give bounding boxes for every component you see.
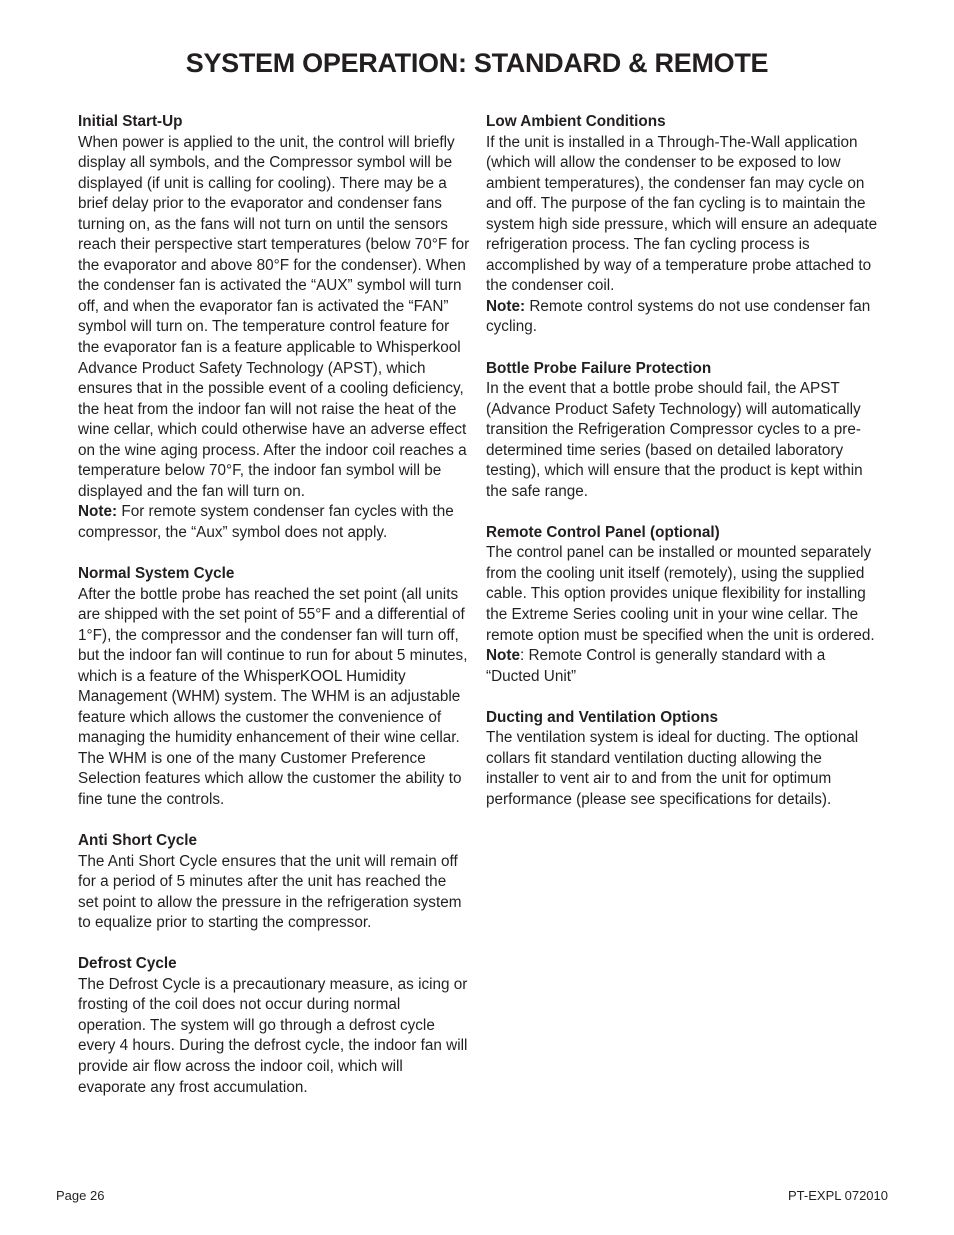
section-ducting-ventilation	[486, 708, 878, 811]
section-bottle-probe-failure	[486, 359, 878, 503]
section-heading: Normal System Cycle	[78, 564, 235, 582]
section-heading: Anti Short Cycle	[78, 832, 197, 850]
section-note	[486, 646, 878, 687]
note-text: Remote control systems do not use condenser fan cycling.	[486, 297, 871, 336]
page-number: Page 26	[56, 1188, 105, 1203]
note-text: For remote system condenser fan cycles with the compressor, the “Aux” symbol does not apply.	[78, 503, 454, 541]
section-heading: Defrost Cycle	[78, 955, 177, 973]
document-code: PT-EXPL 072010	[788, 1188, 888, 1203]
left-column	[78, 112, 470, 1119]
section-body: The Defrost Cycle is a precautionary measure, as icing or frosting of the coil does not occur during normal operation. The system will go through a defrost cycle every 4 hours. During the defrost cycle, the indoor fan will provide air flow across the indoor coil, which will evaporate any frost accumulation.	[78, 975, 468, 1096]
note-label: Note:	[486, 297, 526, 315]
section-body: If the unit is installed in a Through-The-Wall application (which will allow the condenser to be exposed to low ambient temperatures), the condenser fan may cycle on and off. The purpose of the fan cycling is to maintain the system high side pressure, which will ensure an adequate refrigeration process. The fan cycling process is accomplished by way of a temperature probe attached to the condenser coil.	[486, 133, 878, 295]
section-heading: Remote Control Panel (optional)	[486, 523, 720, 541]
section-normal-system-cycle	[78, 564, 470, 811]
section-body: In the event that a bottle probe should fail, the APST (Advance Product Safety Technology) will automatically transition the Refrigeration Compressor cycles to a pre-determined time series (based on detailed laboratory testing), which will ensure that the product is kept within the safe range.	[486, 380, 863, 500]
note-label: Note:	[78, 503, 118, 521]
section-body: The Anti Short Cycle ensures that the unit will remain off for a period of 5 minutes after the unit has reached the set point to allow the pressure in the refrigeration system to equalize prior to starting the compressor.	[78, 852, 462, 932]
section-note	[486, 297, 878, 338]
section-remote-control-panel	[486, 523, 878, 687]
note-text: : Remote Control is generally standard with a “Ducted Unit”	[486, 647, 826, 685]
right-column	[486, 112, 878, 831]
section-heading: Ducting and Ventilation Options	[486, 708, 719, 726]
page-title: SYSTEM OPERATION: STANDARD & REMOTE	[185, 48, 769, 78]
section-body: The ventilation system is ideal for ducting. The optional collars fit standard ventilation ducting allowing the installer to vent air to and from the unit for optimum performance (please see specifications for details).	[486, 729, 859, 808]
section-initial-startup	[78, 112, 470, 543]
note-label: Note	[486, 647, 520, 665]
section-anti-short-cycle	[78, 831, 470, 934]
section-body: When power is applied to the unit, the control will briefly display all symbols, and the Compressor symbol will be displayed (if unit is calling for cooling). There may be a brief delay prior to the evaporator and condenser fans turning on, as the fans will not turn on until the sensors reach their perspective start temperatures (below 70°F for the evaporator and above 80°F for the condenser). When the condenser fan is activated the “AUX” symbol will turn off, and when the evaporator fan is activated the “FAN” symbol will turn on. The temperature control feature for the evaporator fan is a feature applicable to Whisperkool Advance Product Safety Technology (APST), which ensures that in the possible event of a cooling deficiency, the heat from the indoor fan will not raise the heat of the wine cellar, which could otherwise have an adverse effect on the wine aging process. After the indoor coil reaches a temperature below 70°F, the indoor fan symbol will be displayed and the fan will turn on.	[78, 133, 470, 500]
section-low-ambient-conditions	[486, 112, 878, 338]
section-heading: Bottle Probe Failure Protection	[486, 359, 712, 377]
section-defrost-cycle	[78, 954, 470, 1098]
section-body: The control panel can be installed or mounted separately from the cooling unit itself (remotely), using the supplied cable. This option provides unique flexibility for installing the Extreme Series cooling unit in your wine cellar. The remote option must be specified when the unit is ordered.	[486, 544, 875, 644]
section-heading: Low Ambient Conditions	[486, 113, 666, 130]
section-body: After the bottle probe has reached the set point (all units are shipped with the set point of 55°F and a differential of 1°F), the compressor and the condenser fan will turn off, but the indoor fan will continue to run for about 5 minutes, which is a feature of the WhisperKOOL Humidity Management (WHM) system. The WHM is an adjustable feature which allows the customer the convenience of managing the humidity enhancement of their wine cellar. The WHM is one of the many Customer Preference Selection features which allow the customer the ability to fine tune the controls.	[78, 585, 468, 808]
section-heading: Initial Start-Up	[78, 113, 183, 130]
section-note	[78, 502, 470, 543]
